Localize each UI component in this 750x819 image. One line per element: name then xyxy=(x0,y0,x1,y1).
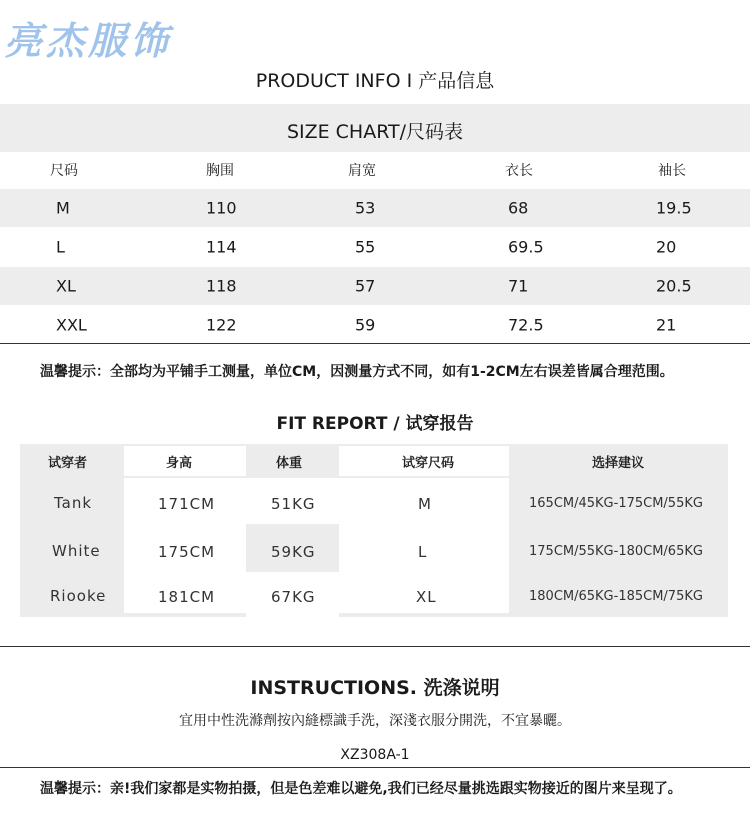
trial-size-col-header: 试穿尺码 xyxy=(402,456,455,471)
size-chart-header-row xyxy=(0,152,750,188)
weight-col-header: 体重 xyxy=(276,456,303,471)
length-col-header: 衣长 xyxy=(505,163,533,179)
sleeve-cell: 20 xyxy=(656,237,677,257)
product-code: XZ308A-1 xyxy=(340,747,410,763)
size-cell: XXL xyxy=(56,315,87,335)
chest-cell: 114 xyxy=(206,237,237,257)
tester-height: 171CM xyxy=(158,495,216,513)
measurement-note: 温馨提示：全部均为平铺手工测量，单位CM，因测量方式不同，如有1-2CM左右误差皆属合理范围。 xyxy=(40,364,674,380)
product-info-title: PRODUCT INFO I 产品信息 xyxy=(255,70,495,92)
instructions-title: INSTRUCTIONS. 洗涤说明 xyxy=(250,677,500,699)
table-row xyxy=(0,306,750,344)
brand-logo: 亮杰服饰 xyxy=(4,18,173,63)
tester-size: M xyxy=(418,495,432,513)
length-cell: 71 xyxy=(508,276,529,296)
chest-cell: 110 xyxy=(206,198,237,218)
divider xyxy=(0,343,750,344)
table-row xyxy=(0,228,750,266)
tester-weight: 67KG xyxy=(271,588,316,606)
chest-cell: 122 xyxy=(206,315,237,335)
size-cell: XL xyxy=(56,276,76,296)
tester-suggestion: 175CM/55KG-180CM/65KG xyxy=(529,544,703,559)
divider xyxy=(0,767,750,768)
tester-height: 181CM xyxy=(158,588,216,606)
fit-report-title: FIT REPORT / 试穿报告 xyxy=(276,414,474,434)
shoulder-col-header: 肩宽 xyxy=(348,163,376,179)
shoulder-cell: 57 xyxy=(355,276,376,296)
size-chart-table xyxy=(0,152,750,344)
length-cell: 72.5 xyxy=(508,315,544,335)
table-row xyxy=(0,189,750,227)
washing-instructions: 宜用中性洗滌劑按內縫標識手洗，深淺衣服分開洗，不宜暴曬。 xyxy=(179,713,571,729)
table-row xyxy=(0,267,750,305)
size-cell: L xyxy=(56,237,65,257)
size-chart-title: SIZE CHART/尺码表 xyxy=(286,121,464,143)
tester-weight: 59KG xyxy=(271,543,316,561)
sleeve-col-header: 袖长 xyxy=(658,163,686,179)
fit-report-table xyxy=(20,444,728,617)
sleeve-cell: 21 xyxy=(656,315,677,335)
divider xyxy=(0,646,750,647)
tester-weight: 51KG xyxy=(271,495,316,513)
tester-size: L xyxy=(418,543,428,561)
tester-name: Riooke xyxy=(50,587,107,605)
tester-suggestion: 165CM/45KG-175CM/55KG xyxy=(529,496,703,511)
height-col-header: 身高 xyxy=(166,456,193,471)
tester-name: White xyxy=(52,542,101,560)
chest-col-header: 胸围 xyxy=(206,163,234,179)
tester-col-header: 试穿者 xyxy=(48,456,88,471)
color-difference-note: 温馨提示：亲!我们家都是实物拍摄，但是色差难以避免,我们已经尽量挑选跟实物接近的图片来呈现了。 xyxy=(40,781,682,797)
shoulder-cell: 55 xyxy=(355,237,376,257)
suggestion-col-header: 选择建议 xyxy=(592,456,645,471)
length-cell: 69.5 xyxy=(508,237,544,257)
sleeve-cell: 20.5 xyxy=(656,276,692,296)
tester-height: 175CM xyxy=(158,543,216,561)
length-cell: 68 xyxy=(508,198,529,218)
tester-name: Tank xyxy=(54,494,93,512)
tester-suggestion: 180CM/65KG-185CM/75KG xyxy=(529,589,703,604)
tester-size: XL xyxy=(416,588,437,606)
size-col-header: 尺码 xyxy=(50,163,78,179)
sleeve-cell: 19.5 xyxy=(656,198,692,218)
chest-cell: 118 xyxy=(206,276,237,296)
shoulder-cell: 53 xyxy=(355,198,376,218)
size-cell: M xyxy=(56,198,70,218)
shoulder-cell: 59 xyxy=(355,315,376,335)
